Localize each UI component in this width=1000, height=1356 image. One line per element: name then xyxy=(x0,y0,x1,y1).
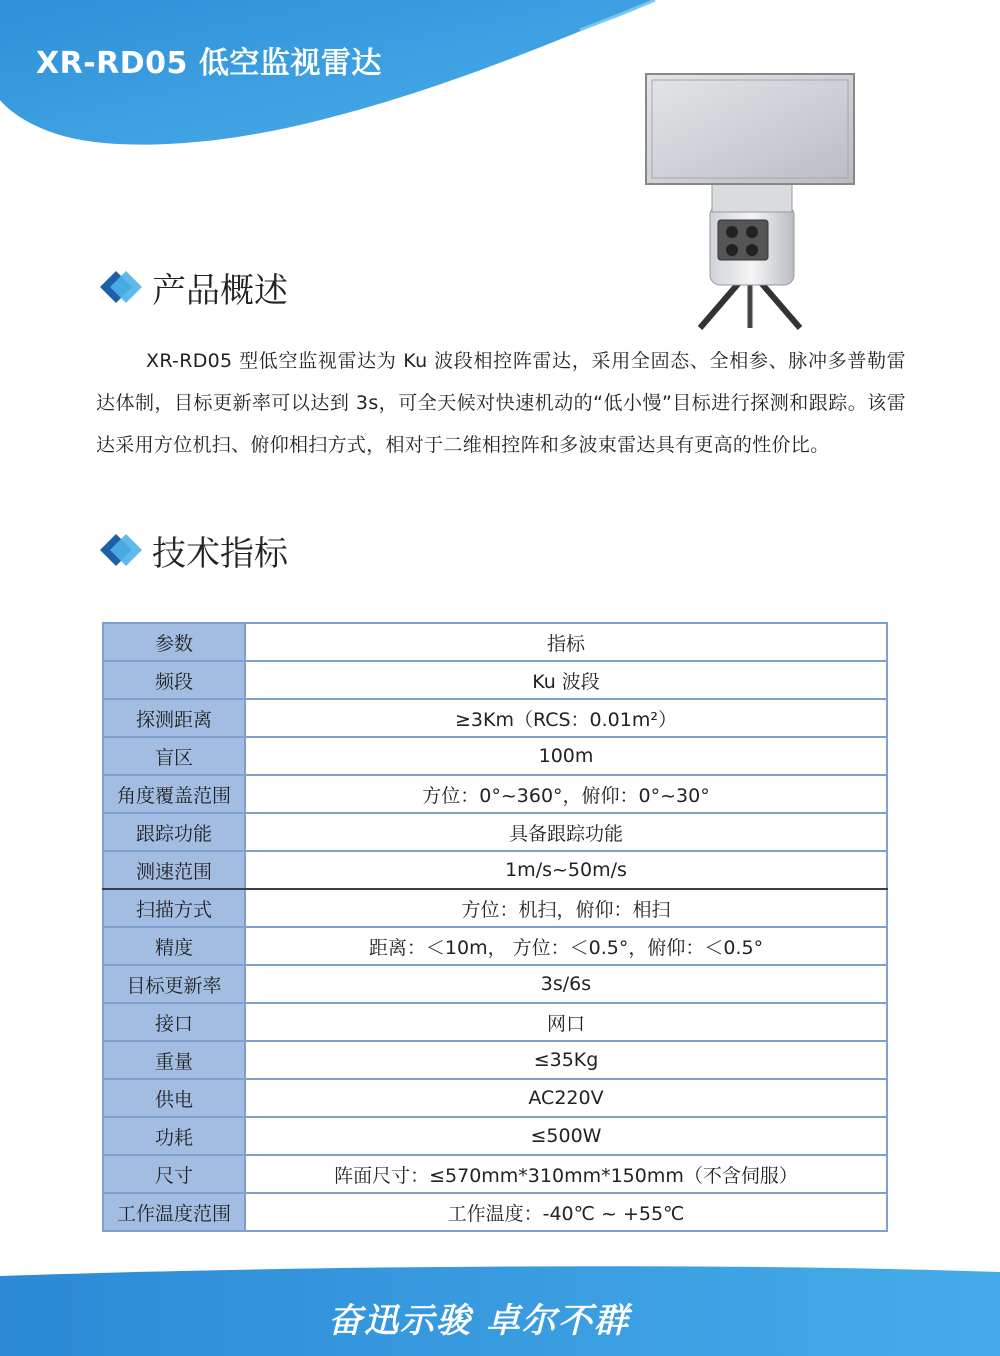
spec-param-cell: 探测距离 xyxy=(103,699,245,737)
table-row xyxy=(103,737,887,775)
spec-value-cell: ≤500W xyxy=(245,1117,887,1155)
table-row xyxy=(103,1003,887,1041)
spec-value-cell: 阵面尺寸：≤570mm*310mm*150mm（不含伺服） xyxy=(245,1155,887,1193)
spec-param-cell: 测速范围 xyxy=(103,851,245,889)
overview-title: 产品概述 xyxy=(152,270,288,311)
spec-param-cell: 重量 xyxy=(103,1041,245,1079)
table-row xyxy=(103,1117,887,1155)
diamond-bullet-icon xyxy=(96,264,142,310)
spec-title: 技术指标 xyxy=(152,533,288,574)
overview-paragraph: XR-RD05 型低空监视雷达为 Ku 波段相控阵雷达，采用全固态、全相参、脉冲多普勒雷达体制，目标更新率可以达到 3s，可全天候对快速机动的“低小慢”目标进行探测和跟踪。该雷达采用方位机扫、俯仰相扫方式，相对于二维相控阵和多波束雷达具有更高的性价比。 xyxy=(96,350,906,456)
table-header-param: 参数 xyxy=(103,623,245,661)
footer-slogan: 奋迅示骏 卓尔不群 xyxy=(328,1301,630,1341)
spec-value-cell: 方位：机扫，俯仰：相扫 xyxy=(245,889,887,927)
table-row xyxy=(103,1155,887,1193)
table-header-row xyxy=(103,623,887,661)
radar-product-image xyxy=(640,70,860,330)
spec-param-cell: 功耗 xyxy=(103,1117,245,1155)
table-row xyxy=(103,699,887,737)
spec-param-cell: 工作温度范围 xyxy=(103,1193,245,1231)
spec-param-cell: 扫描方式 xyxy=(103,889,245,927)
spec-param-cell: 角度覆盖范围 xyxy=(103,775,245,813)
spec-param-cell: 精度 xyxy=(103,927,245,965)
table-row xyxy=(103,1193,887,1231)
spec-heading xyxy=(96,525,288,575)
spec-value-cell: AC220V xyxy=(245,1079,887,1117)
spec-param-cell: 供电 xyxy=(103,1079,245,1117)
table-row xyxy=(103,1079,887,1117)
spec-value-cell: 方位：0°~360°，俯仰：0°~30° xyxy=(245,775,887,813)
table-row xyxy=(103,775,887,813)
spec-param-cell: 尺寸 xyxy=(103,1155,245,1193)
spec-param-cell: 接口 xyxy=(103,1003,245,1041)
spec-value-cell: ≥3Km（RCS：0.01m²） xyxy=(245,699,887,737)
spec-param-cell: 频段 xyxy=(103,661,245,699)
spec-param-cell: 盲区 xyxy=(103,737,245,775)
overview-heading xyxy=(96,262,288,312)
page-title: XR-RD05 低空监视雷达 xyxy=(36,46,382,81)
diamond-bullet-icon xyxy=(96,527,142,573)
spec-value-cell: ≤35Kg xyxy=(245,1041,887,1079)
table-row xyxy=(103,965,887,1003)
table-header-value: 指标 xyxy=(245,623,887,661)
spec-value-cell: 100m xyxy=(245,737,887,775)
table-row xyxy=(103,889,887,927)
spec-value-cell: 3s/6s xyxy=(245,965,887,1003)
table-row xyxy=(103,661,887,699)
spec-value-cell: Ku 波段 xyxy=(245,661,887,699)
spec-value-cell: 1m/s~50m/s xyxy=(245,851,887,889)
spec-table xyxy=(102,622,888,1232)
table-row xyxy=(103,1041,887,1079)
spec-value-cell: 工作温度：-40℃ ~ +55℃ xyxy=(245,1193,887,1231)
table-row xyxy=(103,813,887,851)
spec-value-cell: 距离：＜10m， 方位：＜0.5°，俯仰：＜0.5° xyxy=(245,927,887,965)
spec-param-cell: 跟踪功能 xyxy=(103,813,245,851)
table-row xyxy=(103,927,887,965)
table-row xyxy=(103,851,887,889)
spec-value-cell: 网口 xyxy=(245,1003,887,1041)
spec-value-cell: 具备跟踪功能 xyxy=(245,813,887,851)
spec-param-cell: 目标更新率 xyxy=(103,965,245,1003)
